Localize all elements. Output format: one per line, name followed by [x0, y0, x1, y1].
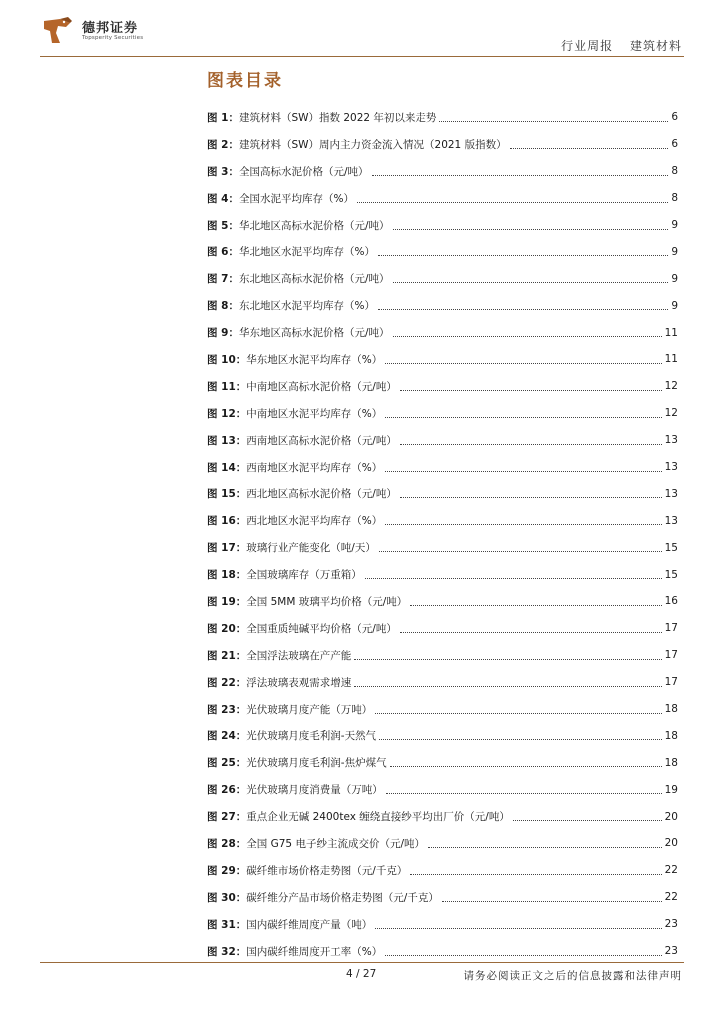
toc-entry[interactable] [207, 319, 678, 346]
toc-entry-label: 图 12： [207, 407, 247, 420]
toc-entry[interactable] [207, 346, 678, 373]
toc-entry[interactable] [207, 265, 678, 292]
toc-entry-label: 图 18： [207, 569, 247, 582]
toc-entry-page: 13 [664, 514, 678, 527]
toc-entry-page: 6 [671, 138, 678, 151]
toc-entry-label: 图 11： [207, 380, 247, 393]
toc-entry-label: 图 26： [207, 784, 247, 797]
toc-entry-title: 全国 G75 电子纱主流成交价（元/吨） [246, 837, 425, 850]
toc-leader-dots [400, 632, 662, 633]
toc-entry-label: 图 23： [207, 703, 247, 716]
toc-entry-label: 图 2： [207, 138, 239, 151]
toc-entry-title: 国内碳纤维周度开工率（%） [246, 945, 383, 958]
toc-entry[interactable] [207, 454, 678, 481]
toc-leader-dots [385, 417, 661, 418]
toc-entry-label: 图 28： [207, 837, 247, 850]
toc-entry-label: 图 9： [207, 327, 239, 340]
toc-entry[interactable] [207, 776, 678, 803]
toc-entry-page: 9 [671, 299, 678, 312]
toc-entry-page: 9 [671, 272, 678, 285]
toc-leader-dots [357, 202, 668, 203]
toc-leader-dots [393, 229, 669, 230]
toc-entry-page: 18 [664, 703, 678, 716]
toc-leader-dots [378, 255, 668, 256]
toc-entry-label: 图 7： [207, 273, 239, 286]
toc-entry-title: 全国高标水泥价格（元/吨） [238, 165, 369, 178]
toc-entry-label: 图 15： [207, 488, 247, 501]
toc-entry-title: 建筑材料（SW）指数 2022 年初以来走势 [238, 111, 437, 124]
toc-entry[interactable] [207, 373, 678, 400]
toc-entry-page: 8 [671, 192, 678, 205]
toc-entry-label: 图 10： [207, 353, 247, 366]
toc-entry[interactable] [207, 561, 678, 588]
toc-leader-dots [410, 605, 661, 606]
toc-entry-label: 图 8： [207, 300, 239, 313]
toc-entry-title: 中南地区高标水泥价格（元/吨） [246, 380, 397, 393]
toc-entry-page: 15 [664, 568, 678, 581]
toc-leader-dots [365, 578, 662, 579]
legal-disclaimer: 请务必阅读正文之后的信息披露和法律声明 [463, 970, 682, 982]
toc-entry[interactable] [207, 938, 678, 965]
toc-entry-page: 8 [671, 165, 678, 178]
toc-entry-page: 17 [664, 622, 678, 635]
toc-entry[interactable] [207, 400, 678, 427]
toc-entry-page: 23 [664, 918, 678, 931]
toc-entry-label: 图 27： [207, 811, 247, 824]
toc-entry-label: 图 5： [207, 219, 239, 232]
toc-leader-dots [393, 282, 669, 283]
toc-entry-page: 17 [664, 676, 678, 689]
toc-entry-page: 12 [664, 407, 678, 420]
toc-leader-dots [442, 901, 662, 902]
toc-entry-title: 西北地区水泥平均库存（%） [246, 515, 383, 528]
toc-entry[interactable] [207, 104, 678, 131]
toc-entry-title: 光伏玻璃月度毛利润-焦炉煤气 [246, 757, 387, 770]
toc-entry-label: 图 19： [207, 595, 247, 608]
toc-entry-page: 13 [664, 487, 678, 500]
header-divider [40, 56, 684, 57]
toc-leader-dots [400, 390, 662, 391]
toc-entry-page: 9 [671, 219, 678, 231]
toc-leader-dots [379, 739, 662, 740]
toc-leader-dots [428, 847, 662, 848]
toc-entry-label: 图 29： [207, 864, 247, 877]
toc-entry-title: 全国浮法玻璃在产产能 [246, 649, 352, 662]
toc-entry-page: 20 [664, 810, 678, 823]
toc-entry-label: 图 6： [207, 246, 239, 259]
toc-entry-title: 光伏玻璃月度消费量（万吨） [246, 784, 383, 797]
toc-entry-title: 光伏玻璃月度产能（万吨） [246, 703, 373, 716]
toc-entry-title: 全国重质纯碱平均价格（元/吨） [246, 622, 397, 635]
toc-entry-page: 20 [664, 837, 678, 850]
toc-entry-page: 18 [664, 729, 678, 742]
toc-entry-title: 西南地区水泥平均库存（%） [246, 461, 383, 474]
toc-leader-dots [375, 928, 661, 929]
footer-divider [40, 962, 684, 963]
toc-entry-title: 西南地区高标水泥价格（元/吨） [246, 434, 397, 447]
toc-entry-title: 碳纤维市场价格走势图（元/千克） [246, 864, 408, 877]
toc-leader-dots [379, 551, 662, 552]
toc-entry[interactable] [207, 722, 678, 749]
toc-entry-label: 图 17： [207, 542, 247, 555]
toc-entry-title: 碳纤维分产品市场价格走势图（元/千克） [246, 891, 439, 904]
toc-entry-title: 光伏玻璃月度毛利润-天然气 [246, 730, 377, 743]
toc-leader-dots [393, 336, 662, 337]
toc-entry-page: 17 [664, 649, 678, 662]
toc-leader-dots [385, 471, 661, 472]
toc-entry[interactable] [207, 534, 678, 561]
toc-entry-page: 12 [664, 380, 678, 393]
toc-leader-dots [385, 955, 661, 956]
toc-leader-dots [385, 363, 661, 364]
toc-entry-label: 图 25： [207, 757, 247, 770]
toc-entry[interactable] [207, 212, 678, 239]
toc-entry-label: 图 24： [207, 730, 247, 743]
toc-leader-dots [378, 309, 668, 310]
toc-entry[interactable] [207, 830, 678, 857]
report-header-info [561, 37, 682, 54]
toc-entry-title: 东北地区高标水泥价格（元/吨） [238, 273, 390, 286]
toc-leader-dots [385, 524, 661, 525]
toc-entry-page: 19 [664, 783, 678, 796]
toc-entry-label: 图 32： [207, 945, 247, 958]
toc-entry[interactable] [207, 507, 678, 534]
toc-leader-dots [354, 686, 661, 687]
toc-entry-label: 图 22： [207, 676, 247, 689]
toc-entry[interactable] [207, 427, 678, 454]
toc-entry[interactable] [207, 185, 678, 212]
toc-entry[interactable] [207, 642, 678, 669]
toc-entry[interactable] [207, 480, 678, 507]
toc-entry-page: 18 [664, 756, 678, 769]
toc-entry[interactable] [207, 696, 678, 723]
toc-entry[interactable] [207, 911, 678, 938]
toc-entry[interactable] [207, 292, 678, 319]
toc-entry-page: 11 [664, 353, 678, 366]
toc-entry-page: 23 [664, 945, 678, 958]
toc-entry-page: 11 [664, 326, 678, 339]
toc-entry-title: 西北地区高标水泥价格（元/吨） [246, 488, 397, 501]
toc-entry-label: 图 13： [207, 434, 247, 447]
toc-entry[interactable] [207, 803, 678, 830]
toc-entry-label: 图 21： [207, 649, 247, 662]
toc-entry-title: 华北地区高标水泥价格（元/吨） [238, 219, 390, 232]
toc-entry[interactable] [207, 884, 678, 911]
toc-entry[interactable] [207, 238, 678, 265]
report-type: 行业周报 [561, 39, 614, 53]
toc-entry-title: 华东地区高标水泥价格（元/吨） [238, 327, 390, 340]
toc-entry[interactable] [207, 749, 678, 776]
toc-entry[interactable] [207, 857, 678, 884]
toc-entry-title: 国内碳纤维周度产量（吨） [246, 918, 373, 931]
toc-leader-dots [375, 713, 661, 714]
toc-title: 图表目录 [207, 71, 283, 91]
company-name-cn: 德邦证券 [82, 21, 139, 36]
toc-leader-dots [386, 793, 662, 794]
toc-entry[interactable] [207, 669, 678, 696]
company-logo-icon [40, 15, 74, 47]
toc-leader-dots [400, 444, 662, 445]
toc-entry-title: 重点企业无碱 2400tex 缠绕直接纱平均出厂价（元/吨） [246, 811, 510, 824]
toc-entry[interactable] [207, 615, 678, 642]
toc-entry-page: 22 [664, 864, 678, 877]
toc-entry-title: 东北地区水泥平均库存（%） [238, 300, 375, 313]
toc-entry-label: 图 14： [207, 461, 247, 474]
toc-entry-title: 全国玻璃库存（万重箱） [246, 569, 362, 582]
toc-entry-page: 6 [671, 111, 678, 124]
toc-entry-page: 13 [664, 461, 678, 474]
toc-entry-label: 图 16： [207, 515, 247, 528]
toc-entry-title: 全国 5MM 玻璃平均价格（元/吨） [246, 595, 408, 608]
toc-entry-title: 华北地区水泥平均库存（%） [238, 246, 375, 259]
toc-entry-title: 玻璃行业产能变化（吨/天） [246, 542, 376, 555]
toc-entry-label: 图 30： [207, 891, 247, 904]
toc-leader-dots [400, 497, 662, 498]
toc-entry-title: 浮法玻璃表观需求增速 [246, 676, 352, 689]
toc-entry[interactable] [207, 588, 678, 615]
toc-entry[interactable] [207, 158, 678, 185]
toc-leader-dots [439, 121, 668, 122]
toc-leader-dots [372, 175, 669, 176]
toc-entry-title: 建筑材料（SW）周内主力资金流入情况（2021 版指数） [238, 138, 507, 151]
toc-entry-page: 22 [664, 891, 678, 904]
toc-entry-label: 图 3： [207, 165, 239, 178]
toc-entry-page: 13 [664, 434, 678, 447]
toc-entry-page: 15 [664, 541, 678, 554]
toc-entry-label: 图 31： [207, 918, 247, 931]
toc-leader-dots [513, 820, 662, 821]
company-logo [40, 15, 200, 47]
toc-leader-dots [510, 148, 669, 149]
toc-entry-title: 华东地区水泥平均库存（%） [246, 353, 383, 366]
toc-entry-label: 图 1： [207, 111, 239, 124]
page-number: 4 / 27 [346, 968, 377, 980]
toc-entry-label: 图 4： [207, 192, 239, 205]
toc-entry[interactable] [207, 131, 678, 158]
toc-leader-dots [410, 874, 661, 875]
toc-leader-dots [390, 766, 662, 767]
company-name-en: Topsperity Securities [82, 35, 144, 41]
toc-entry-page: 9 [671, 245, 678, 258]
toc-entry-label: 图 20： [207, 622, 247, 635]
toc-entry-title: 中南地区水泥平均库存（%） [246, 407, 383, 420]
figure-toc-list [207, 104, 678, 965]
sector-name: 建筑材料 [629, 39, 682, 53]
toc-entry-page: 16 [664, 595, 678, 608]
toc-entry-title: 全国水泥平均库存（%） [238, 192, 354, 205]
toc-leader-dots [354, 659, 661, 660]
